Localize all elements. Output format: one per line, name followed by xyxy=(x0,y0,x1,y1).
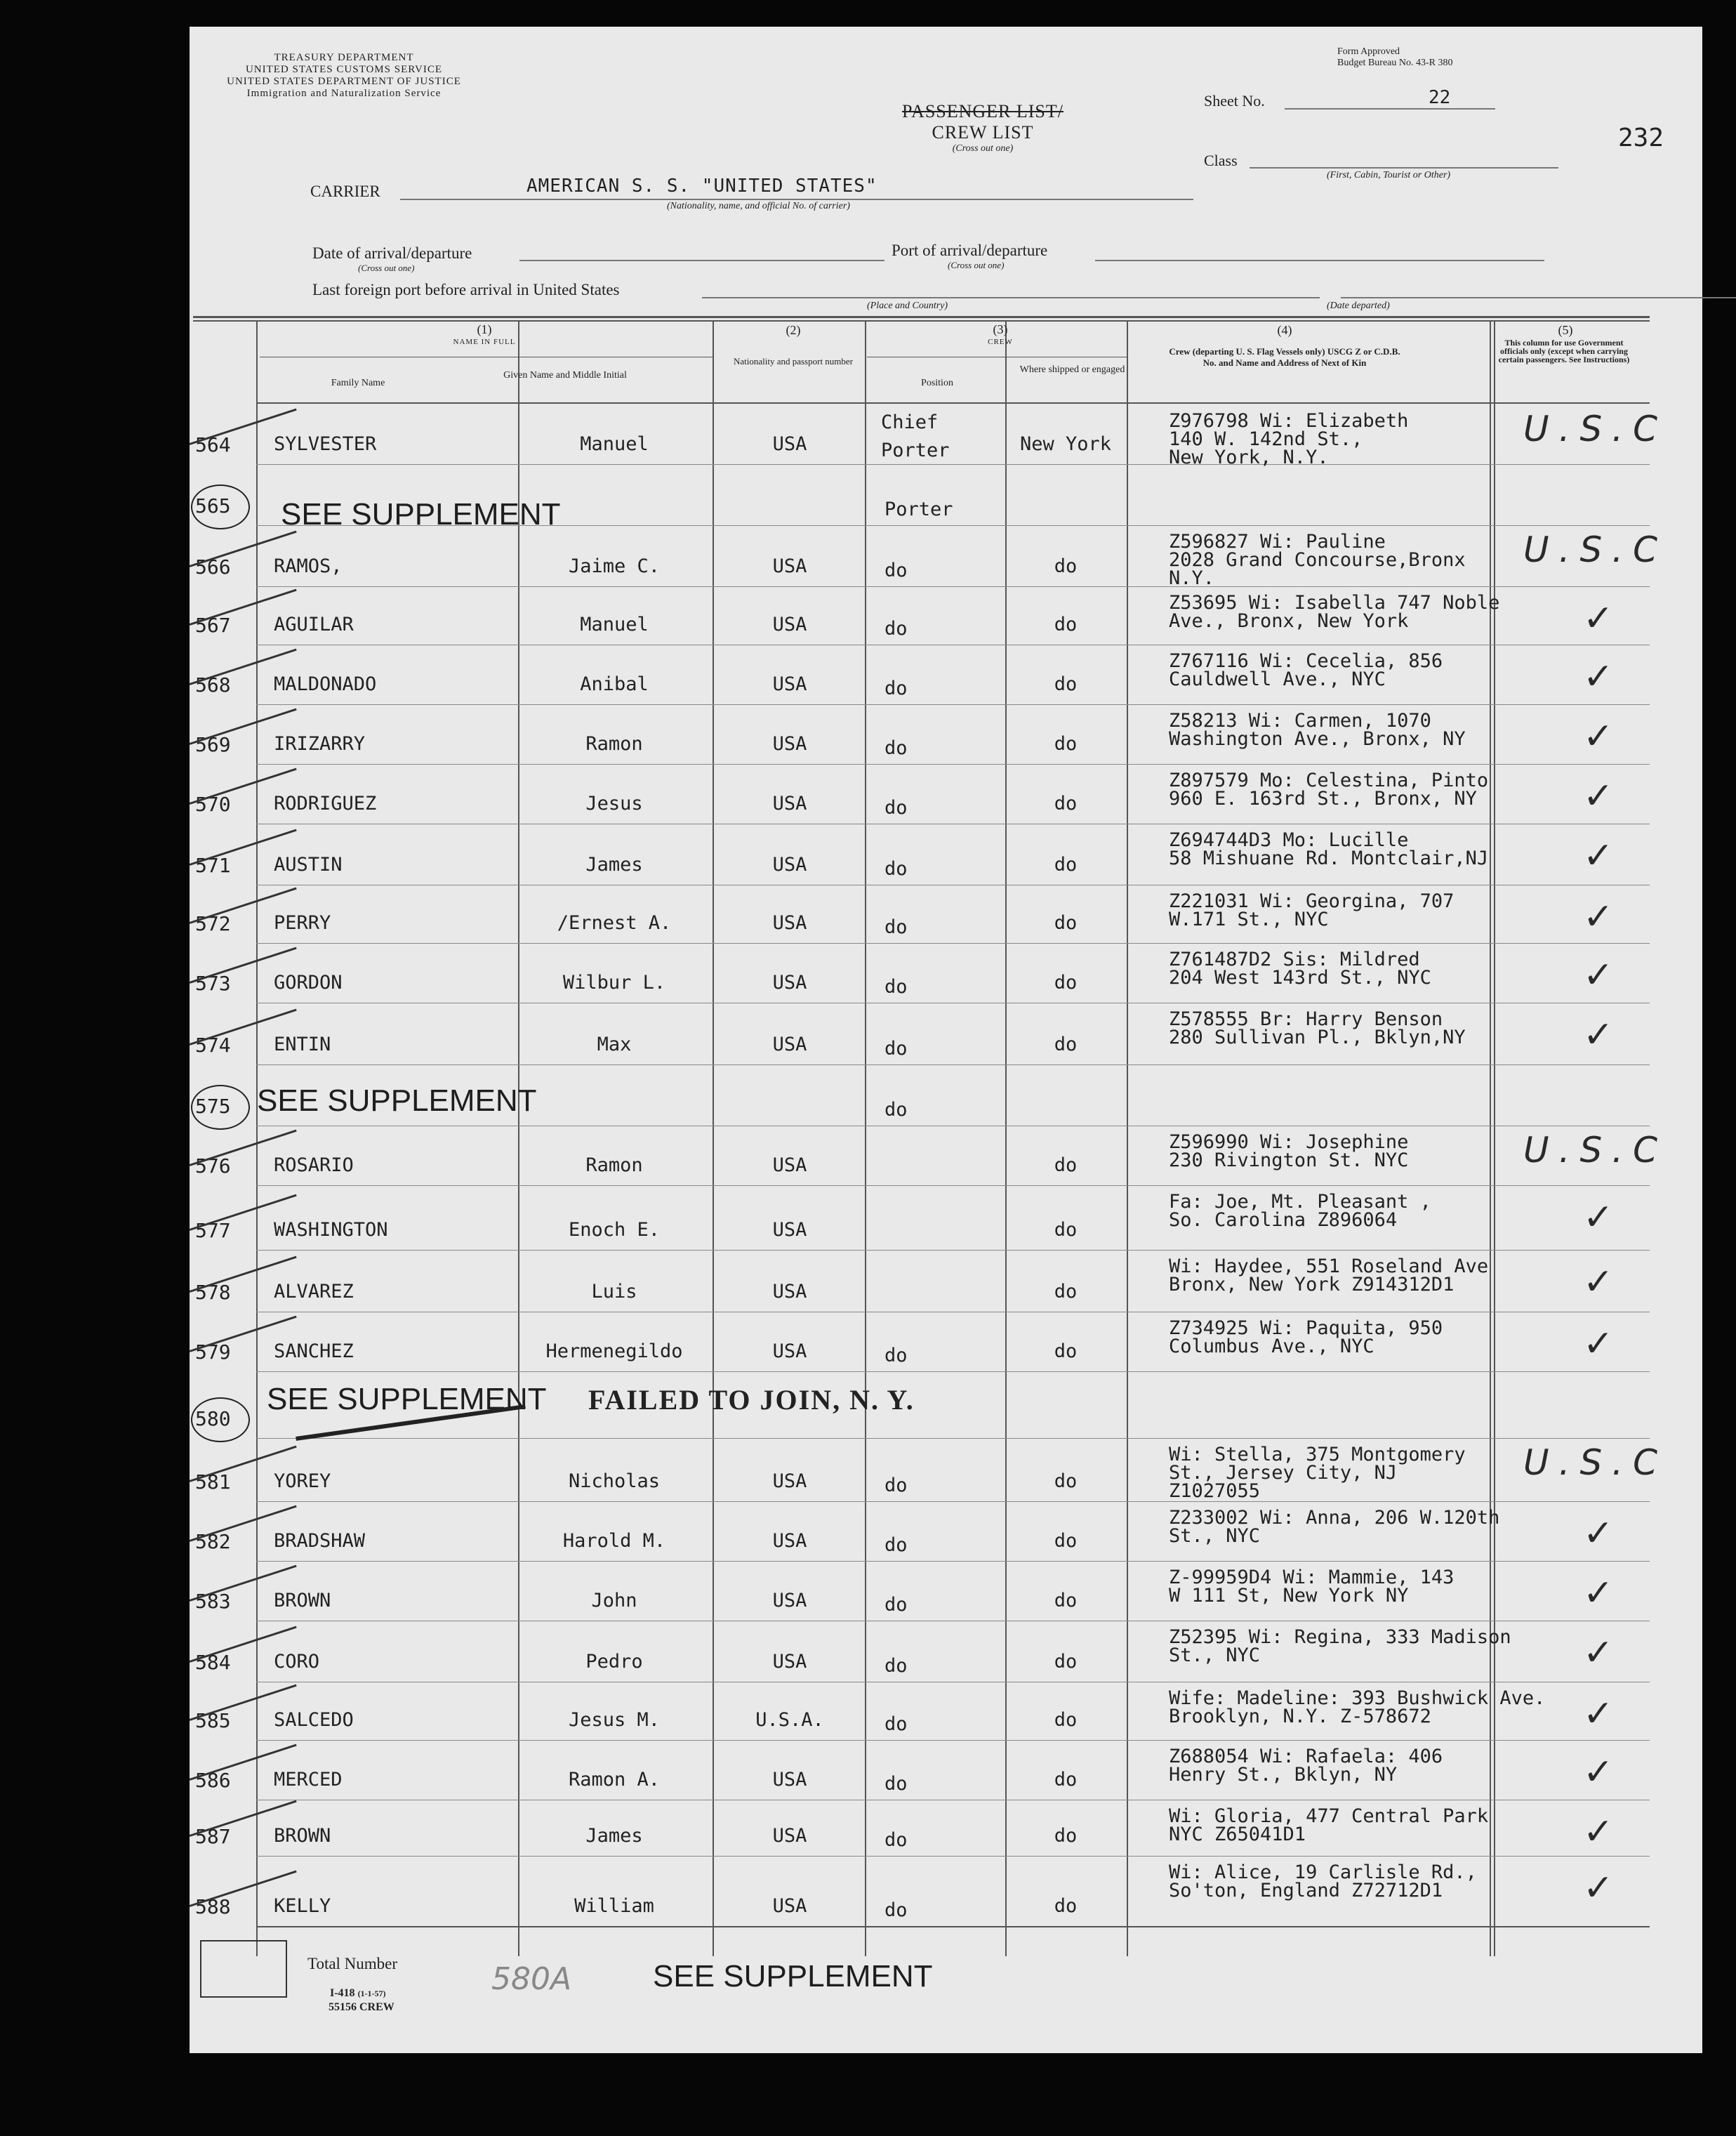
next-of-kin-line2: Henry St., Bklyn, NY xyxy=(1169,1764,1398,1786)
failed-to-join-stamp: FAILED TO JOIN, N. Y. xyxy=(588,1384,915,1416)
col2-number: (2) xyxy=(786,323,801,337)
family-name: ALVAREZ xyxy=(274,1281,354,1303)
where-shipped: do xyxy=(1054,1530,1078,1552)
crew-list-title: CREW LIST xyxy=(932,122,1034,143)
next-of-kin-line1: Z233002 Wi: Anna, 206 W.120th xyxy=(1169,1507,1500,1529)
row-rule xyxy=(256,1064,1650,1065)
agency-line: UNITED STATES CUSTOMS SERVICE xyxy=(245,64,443,75)
next-of-kin-line2: 140 W. 142nd St., xyxy=(1169,428,1363,450)
next-of-kin-line1: Z694744D3 Mo: Lucille xyxy=(1169,829,1409,851)
next-of-kin-line1: Wi: Gloria, 477 Central Park xyxy=(1169,1805,1489,1827)
official-check-mark: ✓ xyxy=(1583,1751,1614,1793)
port-label: Port of arrival/departure xyxy=(892,242,1048,259)
official-check-mark: ✓ xyxy=(1583,1323,1614,1365)
next-of-kin-line1: Wi: Haydee, 551 Roseland Ave xyxy=(1169,1255,1489,1277)
given-name: John xyxy=(591,1590,637,1611)
next-of-kin-line1: Z897579 Mo: Celestina, Pinto xyxy=(1169,770,1489,791)
nationality: USA xyxy=(772,733,807,755)
col3-number: (3) xyxy=(993,322,1008,336)
where-shipped: do xyxy=(1054,673,1078,695)
given-name: Max xyxy=(597,1034,632,1055)
col1-title: NAME IN FULL xyxy=(453,338,516,346)
form-sub: 55156 CREW xyxy=(329,2001,395,2013)
line-number: 567 xyxy=(195,614,231,637)
cross-out-hint: (Cross out one) xyxy=(952,143,1014,154)
line-number: 570 xyxy=(195,793,231,816)
column-rule xyxy=(518,320,519,1956)
where-shipped: do xyxy=(1054,614,1078,635)
official-check-mark: ✓ xyxy=(1583,835,1614,877)
nationality: USA xyxy=(772,1034,807,1055)
where-shipped: do xyxy=(1054,1470,1078,1492)
family-name: BRADSHAW xyxy=(274,1530,366,1552)
line-number: 573 xyxy=(195,972,231,995)
next-of-kin-line2: W.171 St., NYC xyxy=(1169,909,1329,930)
line-number: 571 xyxy=(195,854,231,877)
line-number: 566 xyxy=(195,555,231,579)
row-rule xyxy=(256,1501,1650,1502)
official-usc-mark: U.S.C xyxy=(1523,1130,1668,1171)
port-line xyxy=(1095,260,1544,261)
col1-number: (1) xyxy=(477,322,492,336)
arrival-line xyxy=(519,260,884,261)
where-shipped: do xyxy=(1054,1219,1078,1241)
col4-title: Crew (departing U. S. Flag Vessels only) USCG Z or C.D.B. No. and Name and Address of Next of Kin xyxy=(1169,346,1400,368)
given-name: Ramon xyxy=(585,1154,643,1176)
position: do xyxy=(884,976,908,998)
official-check-mark: ✓ xyxy=(1583,1196,1614,1239)
header-bottom-rule xyxy=(256,402,1650,404)
column-rule xyxy=(256,320,258,1956)
sheet-label: Sheet No. xyxy=(1204,92,1265,110)
line-number: 569 xyxy=(195,733,231,756)
official-usc-mark: U.S.C xyxy=(1523,1442,1668,1483)
position: do xyxy=(884,1099,908,1121)
row-rule xyxy=(256,1740,1650,1741)
next-of-kin-line1: Z761487D2 Sis: Mildred xyxy=(1169,949,1420,970)
line-number: 578 xyxy=(195,1281,231,1304)
next-of-kin-line2: Bronx, New York Z914312D1 xyxy=(1169,1274,1455,1296)
date-departed-line xyxy=(1341,297,1736,298)
next-of-kin-line1: Z596990 Wi: Josephine xyxy=(1169,1131,1409,1153)
row-rule xyxy=(256,1561,1650,1562)
nationality: USA xyxy=(772,1895,807,1917)
where-shipped: do xyxy=(1054,1590,1078,1611)
handwritten-580a: 580A xyxy=(491,1961,572,1997)
where-shipped: do xyxy=(1054,793,1078,815)
line-number: 583 xyxy=(195,1590,231,1613)
nationality: USA xyxy=(772,1281,807,1303)
nationality: USA xyxy=(772,1470,807,1492)
column-rule xyxy=(1490,320,1491,1956)
where-shipped: do xyxy=(1054,1281,1078,1303)
given-name: Ramon xyxy=(585,733,643,755)
total-number-box xyxy=(200,1940,287,1998)
position: do xyxy=(884,1534,908,1556)
class-label: Class xyxy=(1204,152,1238,169)
agency-line: TREASURY DEPARTMENT xyxy=(274,52,414,63)
col5-number: (5) xyxy=(1558,323,1573,337)
official-check-mark: ✓ xyxy=(1583,1572,1614,1614)
line-number: 564 xyxy=(195,433,231,456)
nationality: USA xyxy=(772,1219,807,1241)
family-name: MALDONADO xyxy=(274,673,377,695)
table-top-rule xyxy=(193,316,1650,318)
where-shipped: do xyxy=(1054,555,1078,577)
family-name: WASHINGTON xyxy=(274,1219,388,1241)
next-of-kin-line1: Wi: Alice, 19 Carlisle Rd., xyxy=(1169,1861,1477,1883)
official-check-mark: ✓ xyxy=(1583,1261,1614,1303)
next-of-kin-line1: Z596827 Wi: Pauline xyxy=(1169,531,1386,553)
official-usc-mark: U.S.C xyxy=(1523,409,1668,449)
given-name: Enoch E. xyxy=(568,1219,661,1241)
line-number: 575 xyxy=(195,1095,231,1118)
next-of-kin-line2: Brooklyn, N.Y. Z-578672 xyxy=(1169,1706,1431,1727)
given-name: Jaime C. xyxy=(568,555,661,577)
next-of-kin-line2: 58 Mishuane Rd. Montclair,NJ xyxy=(1169,848,1489,869)
given-name: James xyxy=(585,854,643,876)
official-check-mark: ✓ xyxy=(1583,1811,1614,1853)
given-name: James xyxy=(585,1825,643,1847)
next-of-kin-line1: Z221031 Wi: Georgina, 707 xyxy=(1169,890,1455,912)
row-rule xyxy=(256,1371,1650,1372)
column-rule xyxy=(1005,320,1007,1956)
nationality: USA xyxy=(772,972,807,994)
next-of-kin-line1: Wife: Madeline: 393 Bushwick Ave. xyxy=(1169,1687,1546,1709)
position: do xyxy=(884,560,908,581)
position: do xyxy=(884,1038,908,1060)
list-title-block xyxy=(835,101,1130,154)
family-name: CORO xyxy=(274,1651,320,1673)
family-name: BROWN xyxy=(274,1590,331,1611)
line-number: 574 xyxy=(195,1034,231,1057)
see-supplement-stamp-580: SEE SUPPLEMENT xyxy=(267,1382,547,1416)
row-rule xyxy=(256,1438,1650,1439)
nationality: USA xyxy=(772,854,807,876)
given-name: Jesus xyxy=(585,793,643,815)
where-shipped: do xyxy=(1054,1895,1078,1917)
given-name: /Ernest A. xyxy=(557,912,672,934)
given-name: Wilbur L. xyxy=(562,972,666,994)
given-name: Luis xyxy=(591,1281,637,1303)
family-name: GORDON xyxy=(274,972,343,994)
line-number: 582 xyxy=(195,1530,231,1553)
form-date: (1-1-57) xyxy=(357,1989,386,1998)
next-of-kin-line1: Z-99959D4 Wi: Mammie, 143 xyxy=(1169,1567,1455,1588)
line-number: 588 xyxy=(195,1895,231,1918)
line-number: 587 xyxy=(195,1825,231,1848)
next-of-kin-line1: Z767116 Wi: Cecelia, 856 xyxy=(1169,650,1443,672)
family-name: YOREY xyxy=(274,1470,331,1492)
given-name: Hermenegildo xyxy=(545,1340,683,1362)
line-number: 565 xyxy=(195,494,231,517)
where-shipped: do xyxy=(1054,1709,1078,1731)
nationality: USA xyxy=(772,1825,807,1847)
family-name: RODRIGUEZ xyxy=(274,793,377,815)
position: do xyxy=(884,1899,908,1921)
given-name: Anibal xyxy=(580,673,649,695)
see-supplement-stamp-575: SEE SUPPLEMENT xyxy=(257,1083,537,1118)
form-code-value: I-418 xyxy=(330,1987,355,1999)
line-number: 586 xyxy=(195,1769,231,1792)
line-number: 568 xyxy=(195,673,231,697)
row-rule xyxy=(256,1856,1650,1857)
position: do xyxy=(884,1773,908,1795)
official-check-mark: ✓ xyxy=(1583,954,1614,996)
carrier-value: AMERICAN S. S. "UNITED STATES" xyxy=(526,176,877,197)
sheet-value: 22 xyxy=(1429,87,1451,108)
col2-title: Nationality and passport number xyxy=(733,356,854,367)
next-of-kin-line1: Z578555 Br: Harry Benson xyxy=(1169,1008,1443,1030)
position: do xyxy=(884,1655,908,1677)
given-name: Harold M. xyxy=(562,1530,666,1552)
row-rule xyxy=(256,1185,1650,1186)
line-number: 580 xyxy=(195,1407,231,1430)
next-of-kin-line2: Cauldwell Ave., NYC xyxy=(1169,668,1386,690)
where-shipped: do xyxy=(1054,1825,1078,1847)
official-check-mark: ✓ xyxy=(1583,1632,1614,1674)
family-name: SYLVESTER xyxy=(274,433,377,455)
next-of-kin-line2: 280 Sullivan Pl., Bklyn,NY xyxy=(1169,1027,1466,1048)
next-of-kin-line2: 230 Rivington St. NYC xyxy=(1169,1149,1409,1171)
next-of-kin-line2: NYC Z65041D1 xyxy=(1169,1824,1306,1845)
family-name: ENTIN xyxy=(274,1034,331,1055)
position: do xyxy=(884,618,908,640)
line-number: 572 xyxy=(195,912,231,935)
position: do xyxy=(884,1713,908,1735)
where-shipped: do xyxy=(1054,1340,1078,1362)
col3-header xyxy=(867,323,1134,348)
position: do xyxy=(884,858,908,880)
see-supplement-stamp-565: SEE SUPPLEMENT xyxy=(281,497,561,532)
family-name: ROSARIO xyxy=(274,1154,354,1176)
next-of-kin-line2: 960 E. 163rd St., Bronx, NY xyxy=(1169,788,1477,810)
col1-header xyxy=(260,323,709,348)
column-rule xyxy=(713,320,714,1956)
nationality: USA xyxy=(772,614,807,635)
next-of-kin-line1: Z52395 Wi: Regina, 333 Madison xyxy=(1169,1626,1511,1648)
budget-number: Budget Bureau No. 43-R 380 xyxy=(1337,58,1453,68)
given-name-header: Given Name and Middle Initial xyxy=(503,370,627,381)
col3-title: CREW xyxy=(988,338,1013,346)
line-number: 585 xyxy=(195,1709,231,1732)
family-name: AUSTIN xyxy=(274,854,343,876)
row-rule xyxy=(256,586,1650,587)
given-name: Ramon A. xyxy=(568,1769,661,1791)
next-of-kin-line1: Z58213 Wi: Carmen, 1070 xyxy=(1169,710,1431,732)
port-cross-hint: (Cross out one) xyxy=(948,260,1005,270)
form-approved-block xyxy=(1337,46,1452,69)
position: do xyxy=(884,1475,908,1496)
place-hint: (Place and Country) xyxy=(867,301,948,311)
column-rule xyxy=(1494,320,1495,1956)
nationality: USA xyxy=(772,1651,807,1673)
column-rule xyxy=(1127,320,1128,1956)
family-name: IRIZARRY xyxy=(274,733,366,755)
next-of-kin-line3: Z1027055 xyxy=(1169,1480,1261,1502)
nationality: USA xyxy=(772,1154,807,1176)
family-name: BROWN xyxy=(274,1825,331,1847)
family-name: RAMOS, xyxy=(274,555,343,577)
page-number: 232 xyxy=(1618,124,1664,152)
official-usc-mark: U.S.C xyxy=(1523,529,1668,570)
last-port-label: Last foreign port before arrival in United States xyxy=(312,281,620,298)
agency-line: Immigration and Naturalization Service xyxy=(246,88,442,99)
next-of-kin-line2: So'ton, England Z72712D1 xyxy=(1169,1880,1443,1901)
col5-title: This column for use Government officials only (except when carrying certain passengers. See Instructions) xyxy=(1498,338,1630,364)
official-check-mark: ✓ xyxy=(1583,775,1614,817)
official-check-mark: ✓ xyxy=(1583,1867,1614,1909)
family-name: SALCEDO xyxy=(274,1709,354,1731)
where-shipped: do xyxy=(1054,972,1078,994)
line-number: 579 xyxy=(195,1340,231,1364)
position: do xyxy=(884,678,908,699)
position: do xyxy=(884,737,908,759)
column-rule xyxy=(865,320,866,1956)
given-name: Nicholas xyxy=(568,1470,661,1492)
family-name-header: Family Name xyxy=(331,378,385,388)
line-number-circle xyxy=(191,1085,250,1130)
nationality: USA xyxy=(772,1590,807,1611)
bottom-see-supplement: SEE SUPPLEMENT xyxy=(653,1959,933,1993)
nationality: USA xyxy=(772,1340,807,1362)
next-of-kin-line2: St., NYC xyxy=(1169,1644,1261,1666)
line-number: 577 xyxy=(195,1219,231,1242)
line-number-circle xyxy=(191,484,250,529)
row-rule xyxy=(256,1250,1650,1251)
position: Porter xyxy=(884,499,953,520)
next-of-kin-line2: Ave., Bronx, New York xyxy=(1169,610,1409,632)
given-name: Pedro xyxy=(585,1651,643,1673)
next-of-kin-line2: W 111 St, New York NY xyxy=(1169,1585,1409,1607)
nationality: USA xyxy=(772,1530,807,1552)
carrier-line xyxy=(400,199,1193,200)
col4-number: (4) xyxy=(1277,323,1292,337)
passenger-list-title: PASSENGER LIST/ xyxy=(901,101,1064,121)
official-check-mark: ✓ xyxy=(1583,1693,1614,1735)
where-shipped: do xyxy=(1054,733,1078,755)
class-hint: (First, Cabin, Tourist or Other) xyxy=(1327,170,1451,180)
carrier-hint: (Nationality, name, and official No. of carrier) xyxy=(667,201,850,211)
line-number: 576 xyxy=(195,1154,231,1178)
official-check-mark: ✓ xyxy=(1583,1014,1614,1056)
where-shipped: do xyxy=(1054,1034,1078,1055)
total-number-label: Total Number xyxy=(307,1955,398,1972)
manifest-sheet xyxy=(190,27,1702,2053)
where-shipped: do xyxy=(1054,1651,1078,1673)
next-of-kin-line2: 2028 Grand Concourse,Bronx xyxy=(1169,549,1466,571)
next-of-kin-line3: New York, N.Y. xyxy=(1169,447,1329,468)
given-name: Jesus M. xyxy=(568,1709,661,1731)
line-number: 581 xyxy=(195,1470,231,1494)
family-name: KELLY xyxy=(274,1895,331,1917)
last-port-line xyxy=(702,297,1320,298)
nationality: USA xyxy=(772,793,807,815)
official-check-mark: ✓ xyxy=(1583,896,1614,938)
official-check-mark: ✓ xyxy=(1583,656,1614,698)
family-name: PERRY xyxy=(274,912,331,934)
row-rule xyxy=(256,704,1650,705)
next-of-kin-line2: Columbus Ave., NYC xyxy=(1169,1336,1374,1357)
position: do xyxy=(884,1829,908,1851)
nationality: U.S.A. xyxy=(755,1709,824,1731)
official-check-mark: ✓ xyxy=(1583,598,1614,640)
next-of-kin-line1: Fa: Joe, Mt. Pleasant , xyxy=(1169,1191,1431,1213)
carrier-label: CARRIER xyxy=(310,183,380,200)
next-of-kin-line1: Z688054 Wi: Rafaela: 406 xyxy=(1169,1746,1443,1767)
position: Chief Porter xyxy=(881,411,950,461)
row-rule xyxy=(256,943,1650,944)
agency-line: UNITED STATES DEPARTMENT OF JUSTICE xyxy=(227,76,461,87)
where-shipped: New York xyxy=(1019,433,1112,455)
next-of-kin-line2: St., Jersey City, NJ xyxy=(1169,1462,1398,1484)
row-rule xyxy=(256,764,1650,765)
nationality: USA xyxy=(772,912,807,934)
position-header: Position xyxy=(921,378,953,388)
nationality: USA xyxy=(772,433,807,455)
position: do xyxy=(884,797,908,819)
form-approved: Form Approved xyxy=(1337,46,1400,57)
next-of-kin-line2: Washington Ave., Bronx, NY xyxy=(1169,728,1466,750)
arrival-label: Date of arrival/departure xyxy=(312,244,472,262)
next-of-kin-line3: N.Y. xyxy=(1169,567,1215,589)
where-shipped: do xyxy=(1054,912,1078,934)
nationality: USA xyxy=(772,1769,807,1791)
given-name: Manuel xyxy=(580,433,649,455)
where-shipped: do xyxy=(1054,1154,1078,1176)
next-of-kin-line1: Z53695 Wi: Isabella 747 Noble xyxy=(1169,592,1500,614)
given-name: Manuel xyxy=(580,614,649,635)
table-bottom-rule xyxy=(256,1926,1650,1927)
class-line xyxy=(1250,167,1558,169)
sheet-line xyxy=(1285,108,1495,110)
position: do xyxy=(884,916,908,938)
position: do xyxy=(884,1594,908,1616)
nationality: USA xyxy=(772,555,807,577)
next-of-kin-line2: 204 West 143rd St., NYC xyxy=(1169,967,1431,989)
family-name: SANCHEZ xyxy=(274,1340,354,1362)
where-shipped: do xyxy=(1054,854,1078,876)
next-of-kin-line1: Z734925 Wi: Paquita, 950 xyxy=(1169,1317,1443,1339)
line-number-circle xyxy=(191,1397,250,1442)
given-name: William xyxy=(574,1895,654,1917)
nationality: USA xyxy=(772,673,807,695)
where-header: Where shipped or engaged xyxy=(1019,364,1125,375)
next-of-kin-line2: So. Carolina Z896064 xyxy=(1169,1209,1398,1231)
next-of-kin-line1: Z976798 Wi: Elizabeth xyxy=(1169,410,1409,432)
family-name: AGUILAR xyxy=(274,614,354,635)
form-code xyxy=(330,1987,386,2000)
official-check-mark: ✓ xyxy=(1583,716,1614,758)
where-shipped: do xyxy=(1054,1769,1078,1791)
next-of-kin-line1: Wi: Stella, 375 Montgomery xyxy=(1169,1444,1466,1465)
family-name: MERCED xyxy=(274,1769,343,1791)
date-hint: (Date departed) xyxy=(1327,301,1390,311)
line-number: 584 xyxy=(195,1651,231,1674)
next-of-kin-line2: St., NYC xyxy=(1169,1525,1261,1547)
arrival-cross-hint: (Cross out one) xyxy=(358,263,415,273)
official-check-mark: ✓ xyxy=(1583,1512,1614,1555)
agency-block xyxy=(190,52,498,100)
position: do xyxy=(884,1345,908,1366)
